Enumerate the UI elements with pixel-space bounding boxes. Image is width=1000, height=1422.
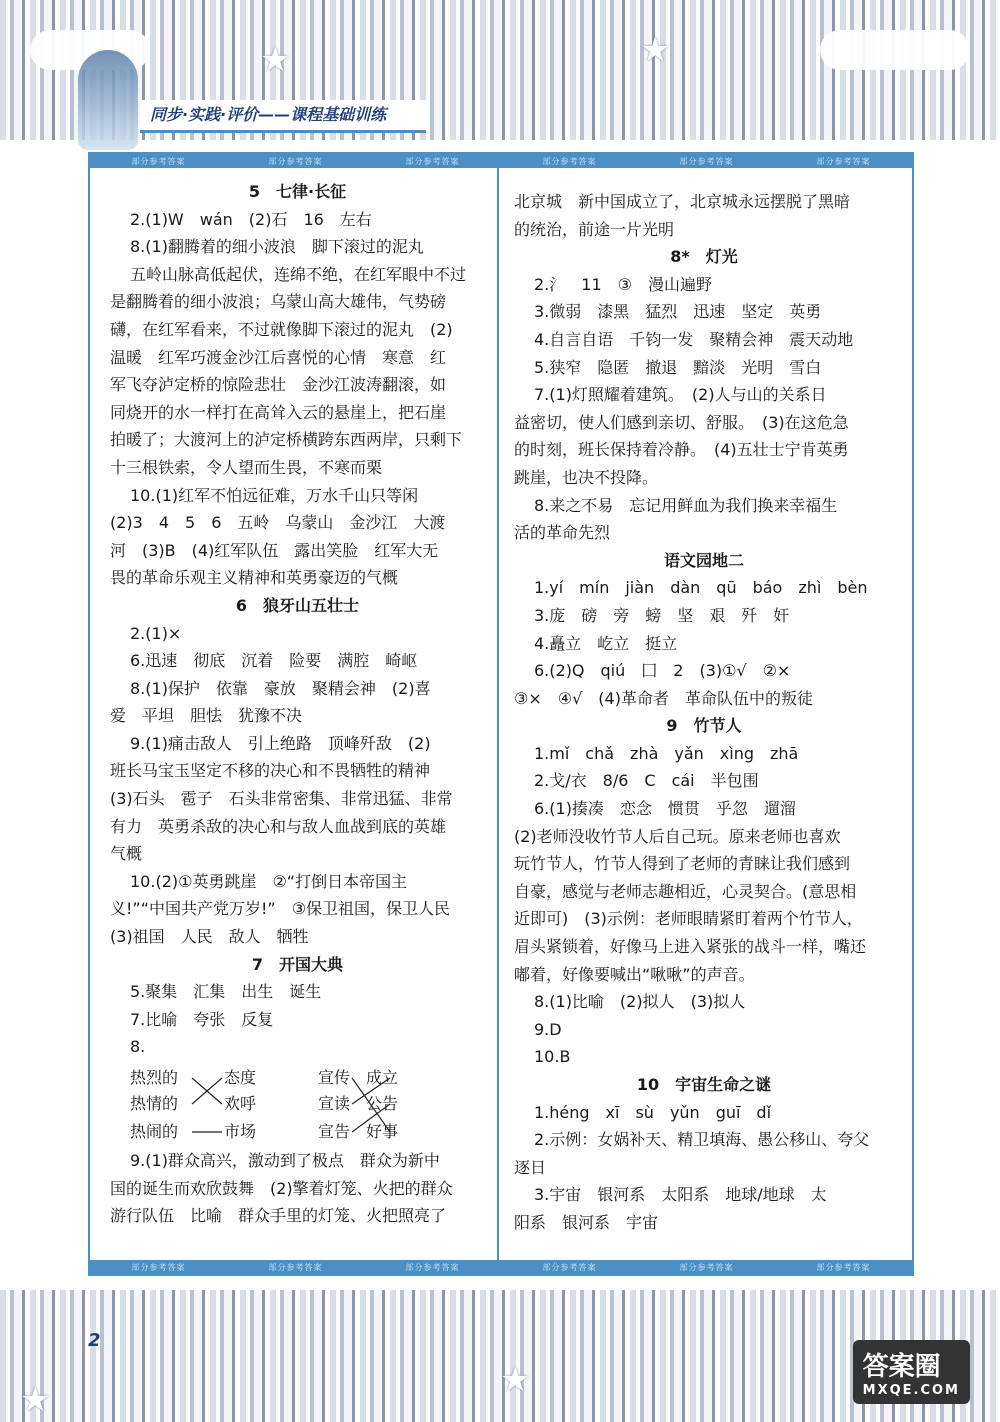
bottom-label-strip [90,1260,912,1274]
section-heading: 7 开国大典 [251,954,344,974]
answer-line: 2.示例：女娲补天、精卫填海、愚公移山、夸父 [534,1130,870,1150]
watermark-sub: MXQE.COM [862,1383,960,1398]
answer-line: 益密切，使人们感到亲切、舒服。 (3)在这危急 [514,412,849,432]
answer-line: 9.(1)群众高兴，激动到了极点 群众为新中 [130,1151,440,1170]
answer-line: 玩竹节人，竹节人得到了老师的青睐让我们感到 [514,854,851,874]
answer-line: 7.(1)灯照耀着建筑。 (2)人与山的关系日 [534,385,827,405]
page-number: 2 [88,1330,101,1351]
answer-line: (2)3 4 5 6 五岭 乌蒙山 金沙江 大渡 [110,513,446,533]
match-word: 宣告 [318,1122,351,1141]
strip-label: 部分参考答案 [679,1262,734,1272]
match-word: 欢呼 [224,1094,257,1113]
answer-line: 8. [130,1037,146,1057]
answer-line: 6.(2)Q qiú 囗 2 (3)①√ ②× [534,661,791,681]
answer-line: 3.庞 磅 旁 螃 坚 艰 歼 奸 [534,605,790,625]
answer-line: 2.(1)W wán (2)石 16 左右 [130,209,372,229]
section-heading: 6 狼牙山五壮士 [235,595,360,615]
answer-line: 8.(1)保护 依靠 豪放 聚精会神 (2)喜 [130,678,431,698]
answer-line: 军飞夺泸定桥的惊险悲壮 金沙江波涛翻滚，如 [110,375,447,395]
answer-line: 2.氵 11 ③ 漫山遍野 [534,274,712,294]
left-column [110,178,485,1230]
top-label-strip [90,154,912,168]
answer-line: 义!”“中国共产党万岁!” ③保卫祖国，保卫人民 [110,899,451,919]
strip-label: 部分参考答案 [268,156,323,166]
answer-line: 5.狭窄 隐匿 撤退 黯淡 光明 雪白 [534,357,822,377]
star-icon: ★ [500,1360,531,1400]
strip-label: 部分参考答案 [131,1262,186,1272]
answer-line: 8.(1)翻腾着的细小波浪 脚下滚过的泥丸 [130,237,424,257]
star-icon: ★ [260,40,291,80]
answer-line: 活的革命先烈 [514,523,611,543]
answer-line: 礴，在红军看来，不过就像脚下滚过的泥丸 (2) [110,319,453,339]
answer-line: (3)石头 雹子 石头非常密集、非常迅猛、非常 [110,789,453,809]
answer-line: 河 (3)B (4)红军队伍 露出笑脸 红军大无 [110,540,439,560]
answer-line: 北京城 新中国成立了，北京城永远摆脱了黑暗 [514,192,851,211]
answer-line: 同烧开的水一样打在高耸入云的悬崖上，把石崖 [110,402,447,422]
answer-line: 十三根铁索，令人望而生畏，不寒而栗 [110,457,383,477]
cloud-decoration [820,30,970,70]
answer-line: 10.(2)①英勇跳崖 ②“打倒日本帝国主 [130,871,408,891]
answer-line: 9.(1)痛击敌人 引上绝路 顶峰歼敌 (2) [130,733,431,753]
answer-line: 3.微弱 漆黑 猛烈 迅速 坚定 英勇 [534,302,822,322]
answer-line: 8.(1)比喻 (2)拟人 (3)拟人 [534,992,746,1012]
strip-label: 部分参考答案 [542,1262,597,1272]
answer-frame [88,152,914,1276]
answer-line: ③× ④√ (4)革命者 革命队伍中的叛徒 [514,688,813,708]
answer-line: 游行队伍 比喻 群众手里的灯笼、火把照亮了 [110,1206,447,1226]
column-divider [497,168,499,1260]
match-word: 热闹的 [130,1122,179,1141]
strip-label: 部分参考答案 [816,156,871,166]
bottom-decorative-band [0,1290,1000,1422]
right-column [514,188,894,1237]
mascot-illustration [78,50,138,150]
answer-line: 6.迅速 彻底 沉着 险要 满腔 崎岖 [130,651,418,671]
strip-label: 部分参考答案 [542,156,597,166]
answer-line: 跳崖，也决不投降。 [514,467,659,487]
section-heading: 5 七律·长征 [248,182,347,201]
answer-line: 3.宇宙 银河系 太阳系 地球/地球 太 [534,1185,827,1205]
strip-label: 部分参考答案 [405,156,460,166]
answer-line: 的统治，前途一片光明 [514,219,675,239]
section-heading: 10 宇宙生命之谜 [636,1075,772,1094]
match-word: 热情的 [130,1094,179,1113]
match-word: 市场 [224,1122,257,1141]
section-heading: 9 竹节人 [666,716,742,736]
answer-line: (2)老师没收竹节人后自己玩。原来老师也喜欢 [514,826,841,846]
answer-line: 4.矗立 屹立 挺立 [534,633,678,653]
answer-line: 国的诞生而欢欣鼓舞 (2)擎着灯笼、火把的群众 [110,1178,453,1198]
answer-line: 9.D [534,1019,562,1039]
answer-line: 10.B [534,1047,571,1067]
star-icon: ★ [640,30,671,70]
answer-line: 7.比喻 夸张 反复 [130,1009,274,1029]
word-matching-diagram [130,1063,400,1147]
strip-label: 部分参考答案 [268,1262,323,1272]
strip-label: 部分参考答案 [679,156,734,166]
answer-line: 4.自言自语 千钧一发 聚精会神 震天动地 [534,329,854,349]
star-icon: ★ [20,1380,51,1420]
answer-line: 8.来之不易 忘记用鲜血为我们换来幸福生 [534,495,838,515]
answer-line: 班长马宝玉坚定不移的决心和不畏牺牲的精神 [110,761,431,781]
match-word: 好事 [366,1122,399,1141]
answer-line: 1.yí mín jiàn dàn qū báo zhì bèn [534,578,868,598]
answer-line: 畏的革命乐观主义精神和英勇豪迈的气概 [110,568,399,588]
section-heading: 8* 灯光 [670,247,738,267]
answer-line: 10.(1)红军不怕远征难，万水千山只等闲 [130,485,419,505]
match-word: 成立 [366,1068,399,1087]
answer-line: 1.héng xī sù yǔn guī dǐ [534,1102,772,1122]
watermark-main: 答案圈 [862,1352,941,1382]
answer-line: 的时刻，班长保持着冷静。 (4)五壮士宁肯英勇 [514,440,849,460]
match-word: 宣读 [318,1094,351,1113]
match-word: 热烈的 [130,1068,179,1087]
match-word: 宣传 [318,1068,351,1087]
answer-line: 阳系 银河系 宇宙 [514,1212,659,1232]
page-header-banner: 同步·实践·评价——课程基础训练 [140,100,426,133]
answer-line: 气概 [110,844,143,864]
answer-line: 2.戈/衣 8/6 C cái 半包围 [534,771,759,791]
answer-line: 6.(1)揍凑 恋念 惯贯 乎忽 遛溜 [534,799,796,819]
section-heading: 语文园地二 [663,550,744,570]
answer-line: 拍暖了；大渡河上的泸定桥横跨东西两岸，只剩下 [110,430,463,450]
answer-line: 有力 英勇杀敌的决心和与敌人血战到底的英雄 [110,816,447,836]
strip-label: 部分参考答案 [816,1262,871,1272]
answer-line: 1.mǐ chǎ zhà yǎn xìng zhā [534,743,799,763]
answer-line: 五岭山脉高低起伏，连绵不绝，在红军眼中不过 [130,264,467,284]
answer-line: 2.(1)× [130,623,182,643]
answer-line: 逐日 [514,1157,547,1177]
answer-line: 自豪，感觉与老师志趣相近，心灵契合。(意思相 [514,881,857,901]
match-word: 态度 [224,1068,257,1087]
answer-line: 5.聚集 汇集 出生 诞生 [130,982,322,1002]
answer-line: 近即可) (3)示例：老师眼睛紧盯着两个竹节人， [514,909,863,929]
watermark-logo [853,1340,970,1404]
strip-label: 部分参考答案 [131,156,186,166]
answer-line: 眉头紧锁着，好像马上进入紧张的战斗一样，嘴还 [514,937,867,957]
answer-line: 是翻腾着的细小波浪；乌蒙山高大雄伟，气势磅 [110,292,447,312]
strip-label: 部分参考答案 [405,1262,460,1272]
answer-line: 嘟着，好像要喊出“啾啾”的声音。 [514,964,755,984]
answer-line: (3)祖国 人民 敌人 牺牲 [110,927,309,947]
answer-line: 爱 平坦 胆怯 犹豫不决 [110,706,303,726]
match-word: 公告 [366,1094,399,1113]
answer-line: 温暖 红军巧渡金沙江后喜悦的心情 寒意 红 [110,347,447,367]
